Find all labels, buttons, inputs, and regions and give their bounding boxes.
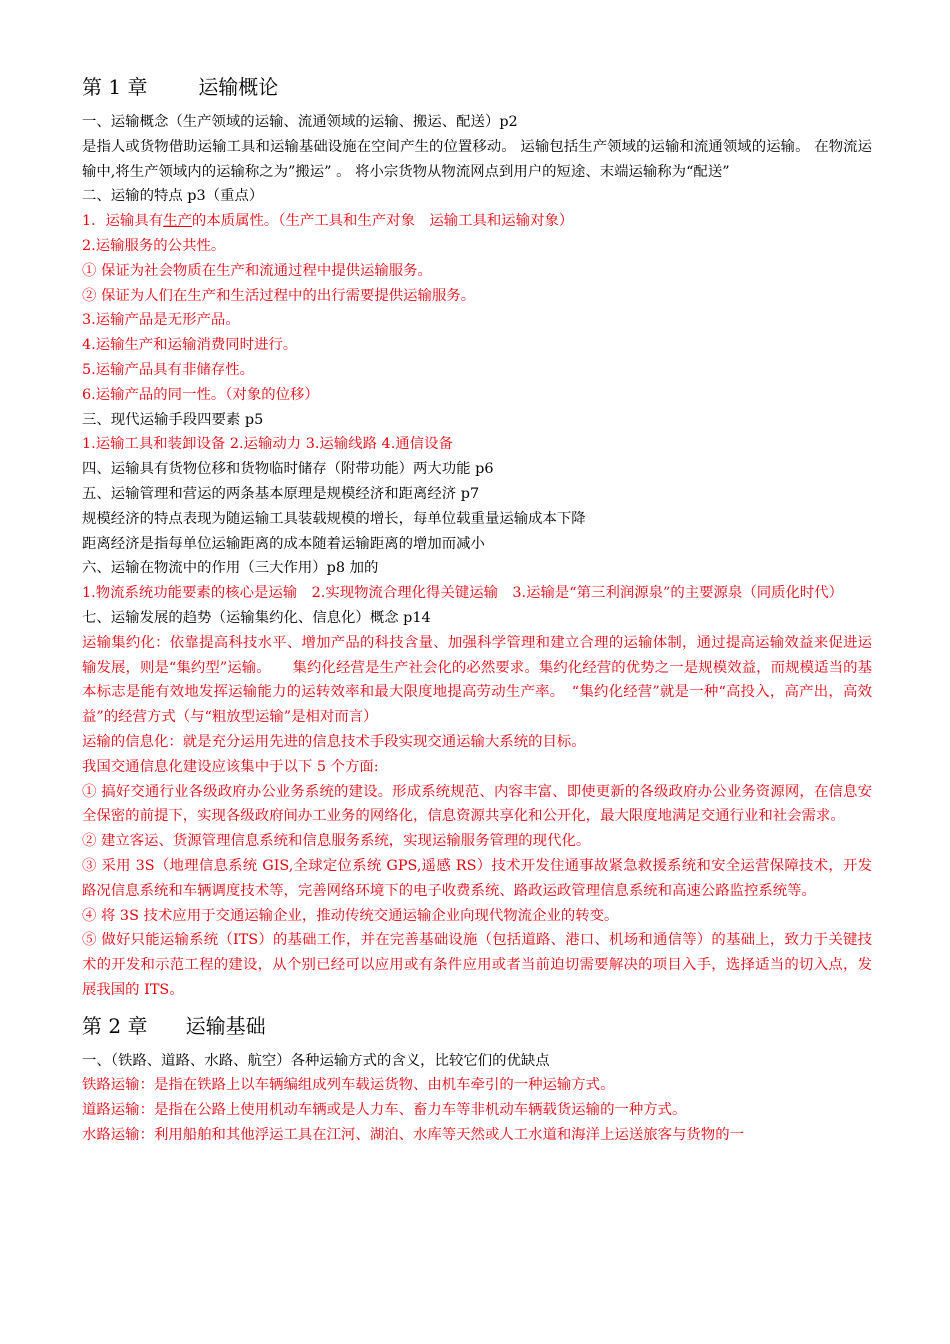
section-2-item-1: 1．运输具有生产的本质属性。（生产工具和生产对象 运输工具和运输对象） — [82, 213, 574, 230]
section-2-item-2: 2.运输服务的公共性。 — [82, 237, 226, 254]
road-transport-definition: 道路运输：是指在公路上使用机动车辆或是人力车、畜力车等非机动车辆载货运输的一种方式。 — [82, 1102, 687, 1119]
section-1-body: 是指人或货物借助运输工具和运输基础设施在空间产生的位置移动。 运输包括生产领域的运输和流通领域的运输。 在物流运输中,将生产领域内的运输称之为”搬运” 。 将小宗货物从物流网点到用户的短途、末端运输称为“配送” — [82, 138, 872, 180]
chapter-1-title: 第 1 章 运输概论 — [82, 75, 279, 99]
water-transport-definition: 水路运输：利用船舶和其他浮运工具在江河、湖泊、水库等天然或人工水道和海洋上运送旅客与货物的一 — [82, 1127, 744, 1144]
section-2-item-2b: ② 保证为人们在生产和生活过程中的出行需要提供运输服务。 — [82, 287, 476, 304]
rail-transport-definition: 铁路运输：是指在铁路上以车辆编组成列车载运货物、由机车牵引的一种运输方式。 — [82, 1077, 615, 1094]
section-5-line-2: 距离经济是指每单位运输距离的成本随着运输距离的增加而减小 — [82, 535, 485, 552]
document-page — [82, 70, 872, 1148]
section-2-item-6: 6.运输产品的同一性。（对象的位移） — [82, 386, 319, 403]
section-1-heading: 一、运输概念（生产领域的运输、流通领域的运输、搬运、配送）p2 — [82, 114, 518, 130]
section-2-item-2a: ① 保证为社会物质在生产和流通过程中提供运输服务。 — [82, 262, 432, 279]
section-4-heading: 四、运输具有货物位移和货物临时储存（附带功能）两大功能 p6 — [82, 461, 494, 478]
section-7-item-3: ③ 采用 3S（地理信息系统 GIS,全球定位系统 GPS,遥感 RS）技术开发住通事故紧急救援系统和安全运营保障技术，开发路况信息系统和车辆调度技术等，完善网络环境下的电子收费系统、路政运政管理信息系统和高速公路监控系统等。 — [82, 857, 872, 899]
section-6-body: 1.物流系统功能要素的核心是运输 2.实现物流合理化得关键运输 3.运输是“第三利润源泉”的主要源泉（同质化时代） — [82, 585, 844, 602]
section-2-item-5: 5.运输产品具有非储存性。 — [82, 361, 255, 378]
section-2-item-3: 3.运输产品是无形产品。 — [82, 312, 240, 329]
section-7-item-1: ① 搞好交通行业各级政府办公业务系统的建设。形成系统规范、内容丰富、即使更新的各级政府办公业务资源网，在信息安全保密的前提下，实现各级政府间办工业务的网络化，信息资源共享化和公开化，最大限度地满足交通行业和社会需求。 — [82, 783, 872, 825]
section-7-item-4: ④ 将 3S 技术应用于交通运输企业，推动传统交通运输企业向现代物流企业的转变。 — [82, 907, 619, 924]
section-3-body: 1.运输工具和装卸设备 2.运输动力 3.运输线路 4.通信设备 — [82, 436, 453, 453]
chapter-2-title: 第 2 章 运输基础 — [82, 1013, 266, 1038]
section-7-paragraph-1: 运输集约化：依靠提高科技水平、增加产品的科技含量、加强科学管理和建立合理的运输体制，通过提高运输效益来促进运输发展，则是“集约型”运输。 集约化经营是生产社会化的必然要求。集约化经营的优势之一是规模效益，而规模适当的基本标志是能有效地发挥运输能力的运转效率和最大限度地提高劳动生产率。 “集约化经营”就是一种“高投入，高产出，高效益”的经营方式（与“粗放型运输”是相对而言） — [82, 634, 872, 726]
section-7-paragraph-2: 运输的信息化：就是充分运用先进的信息技术手段实现交通运输大系统的目标。 — [82, 733, 586, 750]
section-7-item-2: ② 建立客运、货源管理信息系统和信息服务系统，实现运输服务管理的现代化。 — [82, 833, 591, 850]
section-6-heading: 六、运输在物流中的作用（三大作用）p8 加的 — [82, 560, 379, 577]
section-2-heading: 二、运输的特点 p3（重点） — [82, 188, 264, 205]
section-5-heading: 五、运输管理和营运的两条基本原理是规模经济和距离经济 p7 — [82, 485, 480, 502]
section-7-heading: 七、运输发展的趋势（运输集约化、信息化）概念 p14 — [82, 609, 431, 626]
section-2-item-4: 4.运输生产和运输消费同时进行。 — [82, 337, 298, 354]
section-7-paragraph-3: 我国交通信息化建设应该集中于以下 5 个方面: — [82, 758, 379, 775]
chapter-2-section-1-heading: 一、（铁路、道路、水路、航空）各种运输方式的含义，比较它们的优缺点 — [82, 1052, 550, 1069]
section-5-line-1: 规模经济的特点表现为随运输工具装载规模的增长，每单位载重量运输成本下降 — [82, 510, 586, 527]
section-7-item-5: ⑤ 做好只能运输系统（ITS）的基础工作，并在完善基础设施（包括道路、港口、机场和通信等）的基础上，致力于关键技术的开发和示范工程的建设，从个别已经可以应用或有条件应用或者当前迫切需要解决的项目入手，选择适当的切入点，发展我国的 ITS。 — [82, 932, 872, 998]
section-3-heading: 三、现代运输手段四要素 p5 — [82, 411, 264, 428]
